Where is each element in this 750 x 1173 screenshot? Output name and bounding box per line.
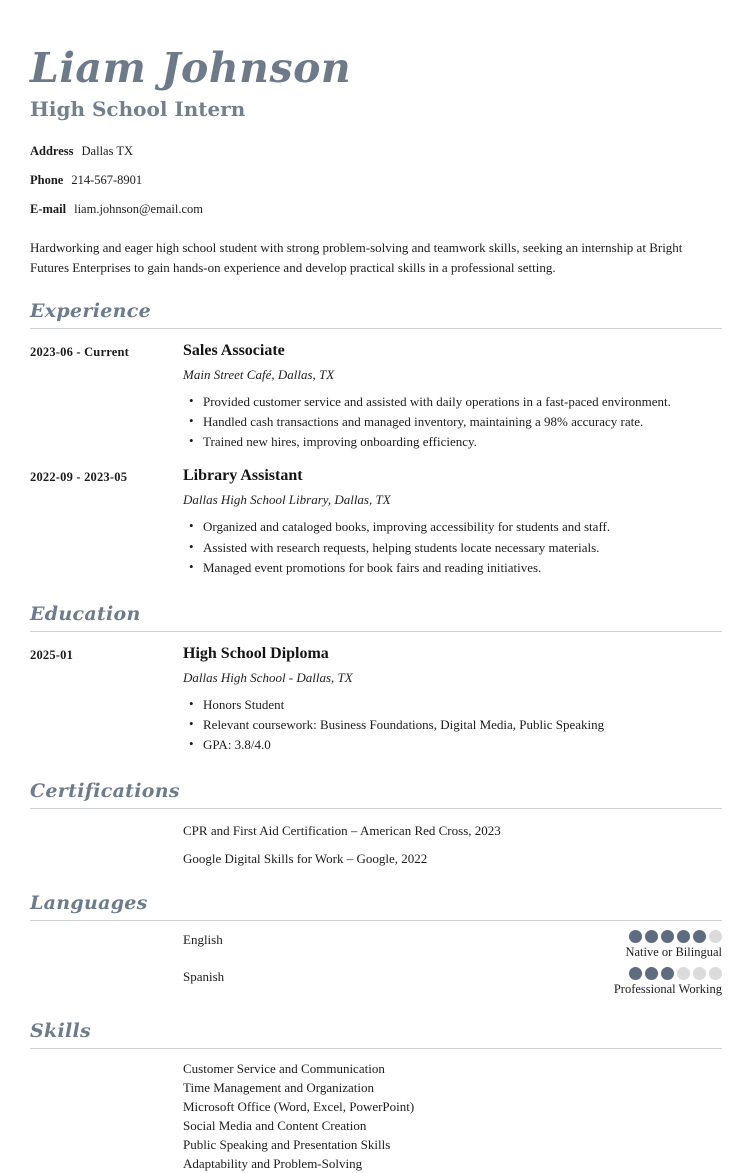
experience-entry — [30, 467, 722, 579]
entry-subtitle: Main Street Café, Dallas, TX — [183, 367, 335, 383]
bullet-item: • Honors Student — [183, 697, 722, 714]
entry-date: 2023-06 - Current — [30, 345, 129, 360]
experience-entry — [30, 342, 722, 454]
language-rating — [625, 930, 722, 960]
contact-row-address — [30, 141, 722, 161]
bullet-list — [183, 697, 722, 754]
entry-date: 2022-09 - 2023-05 — [30, 470, 128, 485]
candidate-name: Liam Johnson — [30, 44, 352, 92]
entry-content — [183, 645, 722, 757]
rating-dot — [693, 930, 706, 943]
skill-item: Public Speaking and Presentation Skills — [183, 1137, 391, 1153]
professional-summary: Hardworking and eager high school student with strong problem-solving and teamwork skills, seeking an internship at Bright Futures Enterprises to gain hands-on experience and develop practical skills in a professional setting. — [30, 240, 683, 275]
rating-label: Professional Working — [613, 981, 722, 996]
skill-item: Customer Service and Communication — [183, 1060, 385, 1076]
education-section — [30, 603, 722, 757]
language-name: English — [183, 931, 223, 947]
languages-section — [30, 892, 722, 997]
certification-item: CPR and First Aid Certification – American Red Cross, 2023 — [183, 823, 501, 839]
skills-section — [30, 1020, 722, 1173]
phone-value: 214-567-8901 — [71, 173, 143, 188]
bullet-item: • Handled cash transactions and managed inventory, maintaining a 98% accuracy rate. — [183, 414, 722, 431]
bullet-item: • Assisted with research requests, helping students locate necessary materials. — [183, 540, 722, 557]
bullet-list — [183, 519, 722, 576]
bullet-list — [183, 394, 722, 451]
rating-dot — [693, 967, 706, 980]
certifications-section — [30, 780, 722, 868]
rating-dot — [661, 930, 674, 943]
entry-subtitle: Dallas High School Library, Dallas, TX — [183, 492, 391, 508]
rating-dots — [614, 967, 722, 980]
skill-item: Social Media and Content Creation — [183, 1117, 367, 1133]
education-entry — [30, 645, 722, 757]
phone-label: Phone — [30, 173, 64, 188]
rating-dot — [709, 930, 722, 943]
contact-row-phone — [30, 170, 722, 190]
language-name: Spanish — [183, 968, 225, 984]
rating-label: Native or Bilingual — [625, 944, 722, 959]
entry-date: 2025-01 — [30, 647, 74, 662]
languages-heading: Languages — [30, 892, 722, 921]
bullet-item: • GPA: 3.8/4.0 — [183, 737, 722, 754]
rating-dot — [709, 967, 722, 980]
email-label: E-mail — [30, 202, 67, 217]
contact-row-email — [30, 199, 722, 219]
bullet-item: • Trained new hires, improving onboarding efficiency. — [183, 434, 722, 451]
certification-item: Google Digital Skills for Work – Google, 2022 — [183, 851, 428, 867]
rating-dot — [629, 930, 642, 943]
candidate-job-title: High School Intern — [30, 97, 246, 122]
bullet-item: • Relevant coursework: Business Foundations, Digital Media, Public Speaking — [183, 717, 722, 734]
entry-title: High School Diploma — [183, 644, 329, 662]
rating-dots — [625, 930, 722, 943]
bullet-item: • Managed event promotions for book fairs and reading initiatives. — [183, 560, 722, 577]
skill-item: Adaptability and Problem-Solving — [183, 1156, 363, 1172]
email-value: liam.johnson@email.com — [74, 202, 203, 217]
entry-content — [183, 467, 722, 579]
rating-dot — [645, 930, 658, 943]
rating-dot — [677, 967, 690, 980]
experience-section — [30, 300, 722, 580]
skill-item: Time Management and Organization — [183, 1079, 374, 1095]
entry-title: Sales Associate — [183, 342, 285, 360]
language-rating — [614, 967, 722, 997]
resume-header — [30, 46, 722, 121]
bullet-item: • Provided customer service and assisted with daily operations in a fast-paced environment. — [183, 394, 722, 411]
rating-dot — [677, 930, 690, 943]
address-value: Dallas TX — [81, 144, 134, 159]
address-label: Address — [30, 144, 74, 159]
entry-subtitle: Dallas High School - Dallas, TX — [183, 669, 353, 685]
language-row — [183, 967, 722, 997]
education-heading: Education — [30, 603, 722, 632]
certifications-heading: Certifications — [30, 780, 722, 809]
entry-content — [183, 342, 722, 454]
skill-item: Microsoft Office (Word, Excel, PowerPoint) — [183, 1098, 415, 1114]
language-row — [183, 930, 722, 960]
skills-heading: Skills — [30, 1020, 722, 1049]
entry-title: Library Assistant — [183, 467, 303, 485]
rating-dot — [629, 967, 642, 980]
rating-dot — [661, 967, 674, 980]
bullet-item: • Organized and cataloged books, improving accessibility for students and staff. — [183, 519, 722, 536]
rating-dot — [645, 967, 658, 980]
experience-heading: Experience — [30, 300, 722, 329]
contact-block — [30, 141, 722, 219]
